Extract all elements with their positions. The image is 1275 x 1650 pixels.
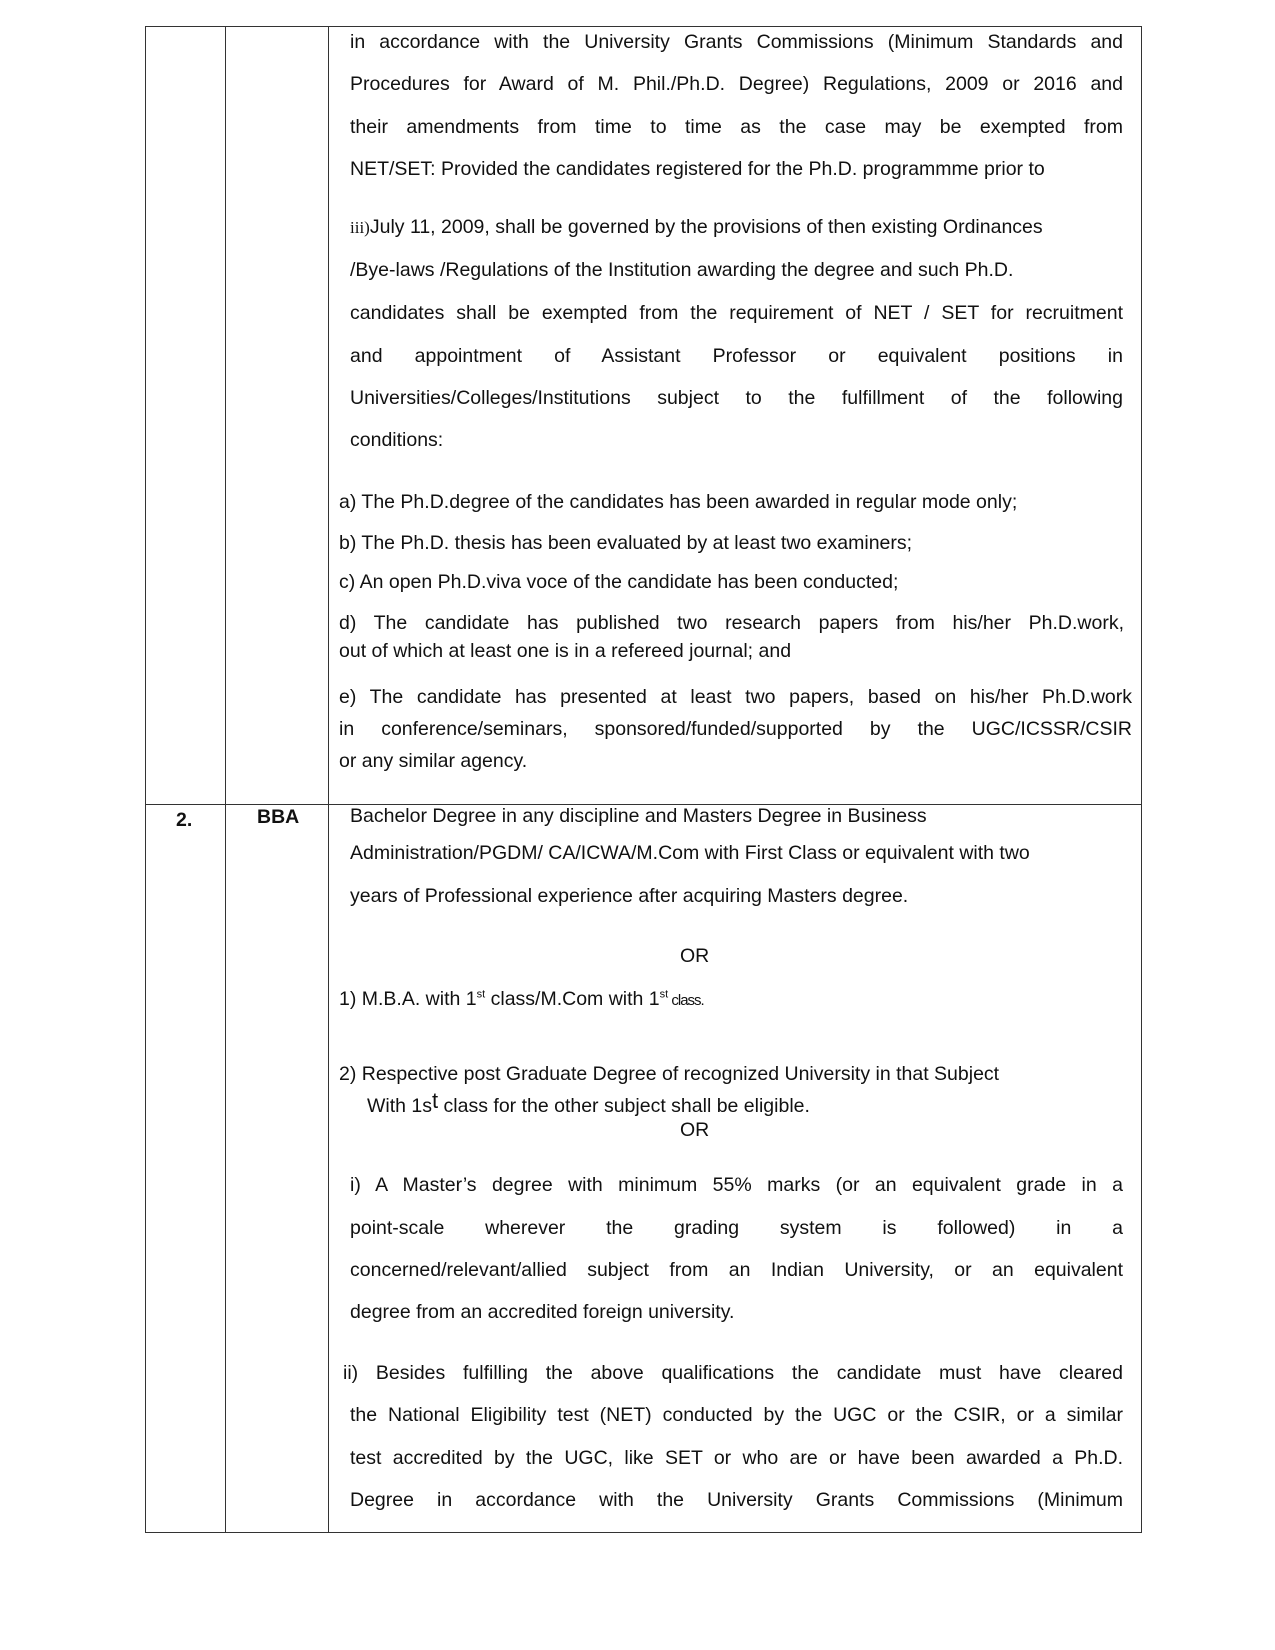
text-line: point-scale wherever the grading system is followed) in a	[350, 1217, 1123, 1239]
text-line: Degree in accordance with the University Grants Commissions (Minimum	[350, 1489, 1123, 1511]
text-line: years of Professional experience after acquiring Masters degree.	[350, 885, 909, 907]
condition-d-line2: out of which at least one is in a refereed journal; and	[339, 640, 792, 662]
text-line: ii) Besides fulfilling the above qualifications the candidate must have cleared	[343, 1362, 1123, 1384]
text-line: /Bye-laws /Regulations of the Institution awarding the degree and such Ph.D.	[350, 259, 1014, 281]
text-line: Bachelor Degree in any discipline and Masters Degree in Business	[350, 805, 927, 827]
serial-number: 2.	[176, 809, 193, 831]
condition-b: b) The Ph.D. thesis has been evaluated by at least two examiners;	[339, 532, 913, 554]
col-divider-1	[225, 26, 226, 1533]
text-line: candidates shall be exempted from the requirement of NET / SET for recruitment	[350, 302, 1123, 324]
superscript: t	[432, 1088, 439, 1113]
table-bottom-border	[145, 1532, 1141, 1533]
condition-a: a) The Ph.D.degree of the candidates has been awarded in regular mode only;	[339, 491, 1018, 513]
text-line: conditions:	[350, 429, 444, 451]
text-span: class/M.Com with 1	[485, 988, 660, 1010]
text-span: class for the other subject shall be eligible.	[438, 1095, 810, 1117]
option-1	[339, 987, 704, 1013]
col-divider-2	[328, 26, 329, 1533]
or-separator: OR	[680, 945, 710, 967]
list-marker-iii: iii)	[350, 218, 370, 237]
text-span: 1) M.B.A. with 1	[339, 988, 477, 1010]
or-separator: OR	[680, 1119, 710, 1141]
superscript: st	[659, 988, 669, 1001]
subject-name: BBA	[257, 806, 300, 828]
text-line: the National Eligibility test (NET) conducted by the UGC or the CSIR, or a similar	[350, 1404, 1123, 1426]
text-line: test accredited by the UGC, like SET or who are or have been awarded a Ph.D.	[350, 1447, 1123, 1469]
text-line: NET/SET: Provided the candidates registered for the Ph.D. programmme prior to	[350, 158, 1045, 180]
condition-e-line3: or any similar agency.	[339, 750, 528, 772]
table-right-border	[1141, 26, 1142, 1533]
text-span: July 11, 2009, shall be governed by the provisions of then existing Ordinances	[369, 216, 1043, 238]
text-line: concerned/relevant/allied subject from an Indian University, or an equivalent	[350, 1259, 1123, 1281]
text-line: in accordance with the University Grants Commissions (Minimum Standards and	[350, 31, 1123, 53]
text-line: Administration/PGDM/ CA/ICWA/M.Com with First Class or equivalent with two	[350, 842, 1030, 864]
text-line	[350, 215, 1043, 240]
condition-e-line2: in conference/seminars, sponsored/funded/supported by the UGC/ICSSR/CSIR	[339, 718, 1132, 740]
table-left-border	[145, 26, 146, 1533]
text-span: With 1s	[367, 1095, 433, 1117]
table-top-border	[145, 26, 1141, 27]
text-span: class.	[668, 992, 704, 1009]
text-line: and appointment of Assistant Professor or equivalent positions in	[350, 345, 1123, 367]
text-line: their amendments from time to time as the case may be exempted from	[350, 116, 1123, 138]
text-line: Procedures for Award of M. Phil./Ph.D. Degree) Regulations, 2009 or 2016 and	[350, 73, 1123, 95]
condition-d-line1: d) The candidate has published two research papers from his/her Ph.D.work,	[339, 612, 1124, 634]
condition-e-line1: e) The candidate has presented at least two papers, based on his/her Ph.D.work	[339, 686, 1132, 708]
text-line: degree from an accredited foreign university.	[350, 1301, 735, 1323]
text-line: i) A Master’s degree with minimum 55% marks (or an equivalent grade in a	[350, 1174, 1123, 1196]
superscript: st	[476, 988, 486, 1001]
text-line: Universities/Colleges/Institutions subject to the fulfillment of the following	[350, 387, 1123, 409]
condition-c: c) An open Ph.D.viva voce of the candidate has been conducted;	[339, 571, 899, 593]
option-2-line2	[367, 1088, 810, 1118]
option-2-line1: 2) Respective post Graduate Degree of recognized University in that Subject	[339, 1063, 1000, 1085]
